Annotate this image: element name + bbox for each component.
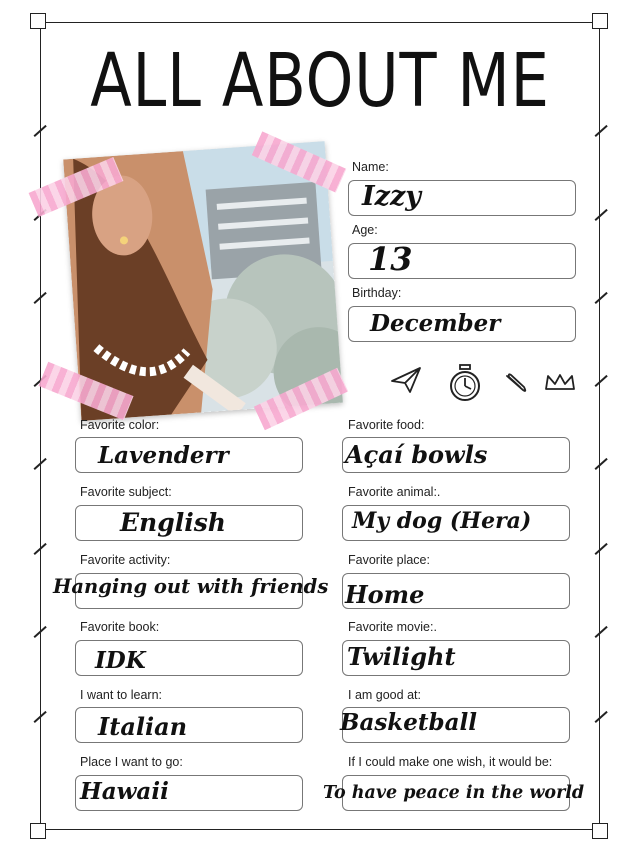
place-to-go-value: Hawaii	[80, 778, 169, 805]
favorite-animal-value: My dog (Hera)	[352, 508, 532, 534]
favorite-place-value: Home	[345, 580, 425, 609]
wish-label: If I could make one wish, it would be:	[348, 755, 553, 769]
want-to-learn-label: I want to learn:	[80, 688, 162, 702]
birthday-value: December	[370, 310, 501, 337]
favorite-book-label: Favorite book:	[80, 620, 160, 634]
favorite-activity-value: Hanging out with friends	[53, 575, 329, 598]
wish-value: To have peace in the world	[323, 783, 585, 803]
favorite-subject-value: English	[120, 508, 226, 537]
stopwatch-icon	[447, 363, 483, 403]
age-label: Age:	[352, 223, 378, 237]
paper-plane-icon	[390, 366, 422, 394]
name-label: Name:	[352, 160, 389, 174]
crown-icon	[544, 372, 576, 392]
favorite-color-label: Favorite color:	[80, 418, 160, 432]
want-to-learn-value: Italian	[98, 712, 188, 741]
page-title: ALL ABOUT ME	[90, 38, 550, 124]
age-value: 13	[368, 240, 413, 278]
favorite-book-value: IDK	[95, 647, 146, 674]
frame-corner	[592, 13, 608, 29]
favorite-movie-value: Twilight	[347, 642, 456, 671]
favorite-activity-label: Favorite activity:	[80, 553, 171, 567]
favorite-color-value: Lavenderr	[98, 442, 229, 469]
frame-corner	[30, 823, 46, 839]
favorite-subject-label: Favorite subject:	[80, 485, 172, 499]
favorite-movie-label: Favorite movie:.	[348, 620, 437, 634]
favorite-place-label: Favorite place:	[348, 553, 430, 567]
birthday-label: Birthday:	[352, 286, 402, 300]
good-at-label: I am good at:	[348, 688, 421, 702]
favorite-food-label: Favorite food:	[348, 418, 425, 432]
good-at-value: Basketball	[340, 709, 477, 736]
paperclip-icon	[503, 370, 529, 394]
favorite-animal-label: Favorite animal:.	[348, 485, 441, 499]
name-value: Izzy	[362, 181, 421, 212]
favorite-food-value: Açaí bowls	[345, 440, 488, 469]
frame-corner	[592, 823, 608, 839]
place-to-go-label: Place I want to go:	[80, 755, 183, 769]
frame-corner	[30, 13, 46, 29]
